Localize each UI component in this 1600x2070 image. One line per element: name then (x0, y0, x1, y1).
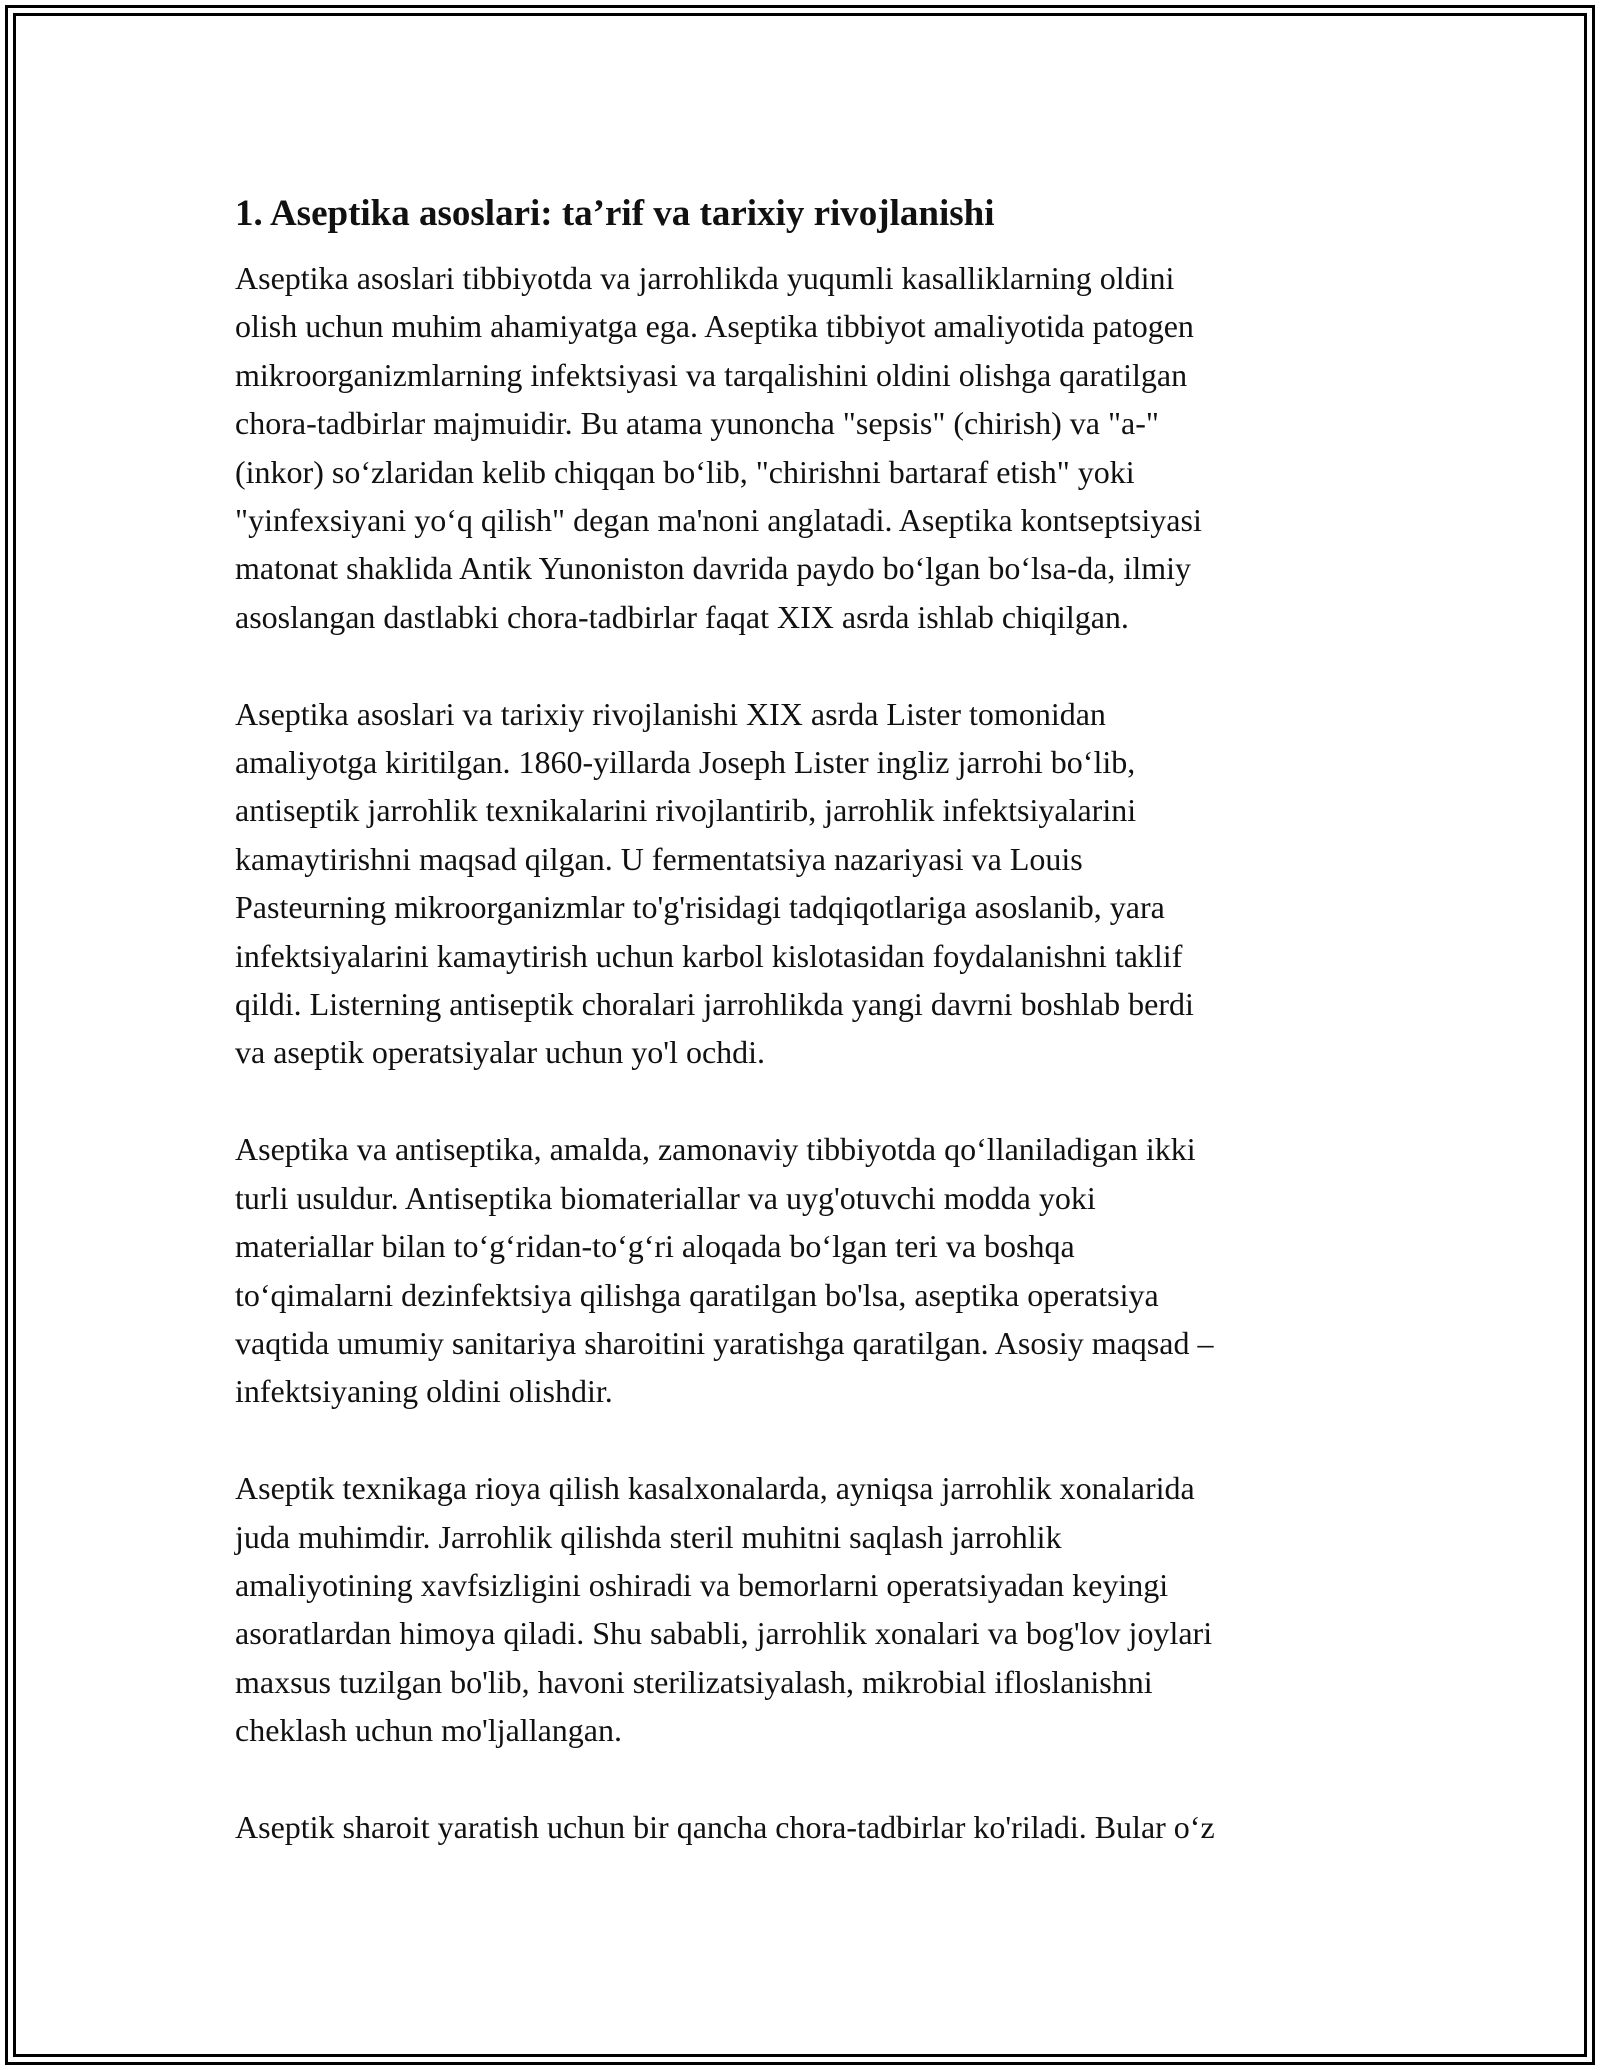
text-line: olish uchun muhim ahamiyatga ega. Aseptika tibbiyot amaliyotida patogen (235, 308, 1194, 345)
text-line: amaliyotining xavfsizligini oshiradi va bemorlarni operatsiyadan keyingi (235, 1566, 1169, 1603)
section-heading: 1. Aseptika asoslari: ta’rif va tarixiy rivojlanishi (235, 193, 995, 234)
text-line: qildi. Listerning antiseptik choralari jarrohlikda yangi davrni boshlab berdi (235, 986, 1194, 1023)
paragraph-history (235, 690, 1375, 1077)
text-line: matonat shaklida Antik Yunoniston davrida paydo bo‘lgan bo‘lsa-da, ilmiy (235, 550, 1191, 587)
text-line: to‘qimalarni dezinfektsiya qilishga qaratilgan bo'lsa, aseptika operatsiya (235, 1276, 1159, 1313)
text-line: Aseptik sharoit yaratish uchun bir qancha chora-tadbirlar ko'riladi. Bular o‘z (235, 1808, 1215, 1845)
paragraph-definition (235, 254, 1375, 641)
text-line: asoratlardan himoya qiladi. Shu sababli, jarrohlik xonalari va bog'lov joylari (235, 1615, 1213, 1652)
paragraph-aseptic-conditions (235, 1803, 1375, 1851)
text-line: "yinfexsiyani yo‘q qilish" degan ma'noni anglatadi. Aseptika kontseptsiyasi (235, 502, 1202, 539)
text-line: Aseptika asoslari tibbiyotda va jarrohlikda yuqumli kasalliklarning oldini (235, 260, 1175, 296)
text-line: mikroorganizmlarning infektsiyasi va tarqalishini oldini olishga qaratilgan (235, 356, 1188, 393)
text-line: Aseptika asoslari va tarixiy rivojlanishi XIX asrda Lister tomonidan (235, 695, 1106, 732)
text-line: asoslangan dastlabki chora-tadbirlar faqat XIX asrda ishlab chiqilgan. (235, 598, 1129, 635)
text-line: (inkor) so‘zlaridan kelib chiqqan bo‘lib, "chirishni bartaraf etish" yoki (235, 453, 1135, 490)
text-line: cheklash uchun mo'ljallangan. (235, 1712, 622, 1749)
document-body (235, 186, 1375, 1900)
text-line: chora-tadbirlar majmuidir. Bu atama yunoncha "sepsis" (chirish) va "a-" (235, 405, 1159, 442)
text-line: turli usuldur. Antiseptika biomateriallar va uyg'otuvchi modda yoki (235, 1179, 1096, 1216)
text-line: Aseptika va antiseptika, amalda, zamonaviy tibbiyotda qo‘llaniladigan ikki (235, 1131, 1196, 1168)
text-line: infektsiyaning oldini olishdir. (235, 1373, 613, 1410)
text-line: amaliyotga kiritilgan. 1860-yillarda Joseph Lister ingliz jarrohi bo‘lib, (235, 744, 1136, 781)
text-line: kamaytirishni maqsad qilgan. U fermentatsiya nazariyasi va Louis (235, 840, 1083, 877)
paragraph-aseptic-technique (235, 1464, 1375, 1754)
text-line: Aseptik texnikaga rioya qilish kasalxonalarda, ayniqsa jarrohlik xonalarida (235, 1470, 1195, 1507)
text-line: infektsiyalarini kamaytirish uchun karbol kislotasidan foydalanishni taklif (235, 937, 1183, 974)
text-line: va aseptik operatsiyalar uchun yo'l ochdi. (235, 1034, 766, 1071)
text-line: juda muhimdir. Jarrohlik qilishda steril muhitni saqlash jarrohlik (235, 1518, 1062, 1555)
text-line: vaqtida umumiy sanitariya sharoitini yaratishga qaratilgan. Asosiy maqsad – (235, 1324, 1214, 1361)
text-line: materiallar bilan to‘g‘ridan-to‘g‘ri aloqada bo‘lgan teri va boshqa (235, 1228, 1075, 1265)
paragraph-asepsis-vs-antisepsis (235, 1125, 1375, 1415)
text-line: Pasteurning mikroorganizmlar to'g'risidagi tadqiqotlariga asoslanib, yara (235, 889, 1165, 926)
text-line: antiseptik jarrohlik texnikalarini rivojlantirib, jarrohlik infektsiyalarini (235, 792, 1137, 829)
text-line: maxsus tuzilgan bo'lib, havoni sterilizatsiyalash, mikrobial ifloslanishni (235, 1663, 1153, 1700)
